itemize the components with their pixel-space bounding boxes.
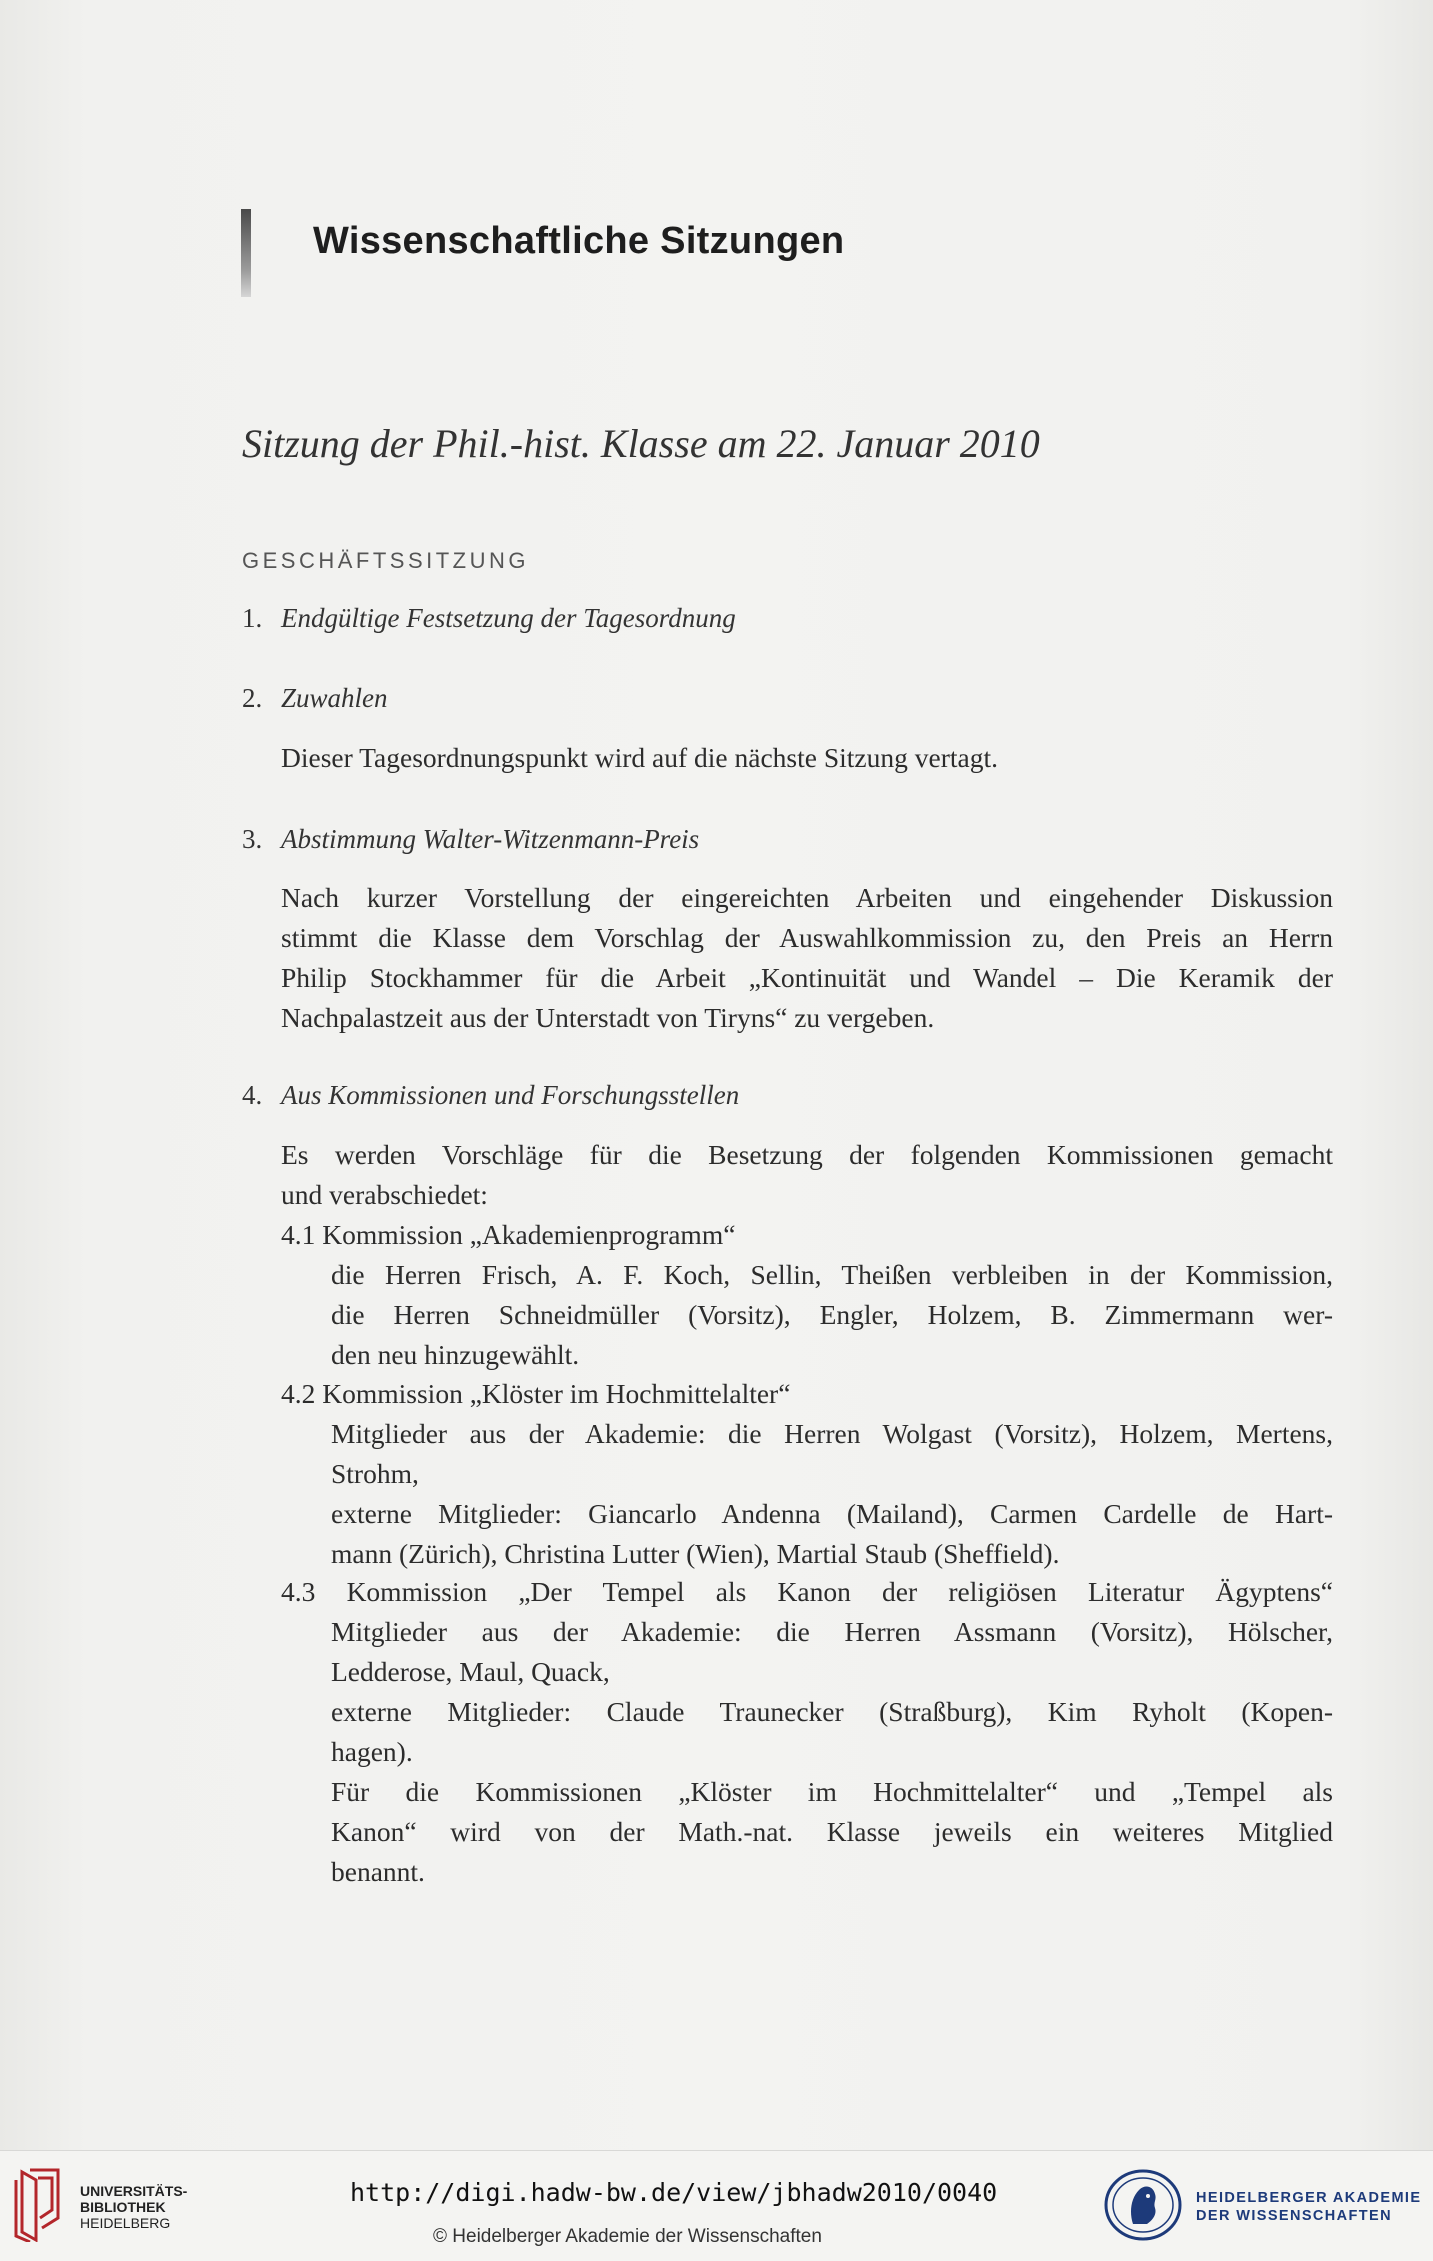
item-number: 2. (242, 683, 263, 713)
text-line: Nach kurzer Vorstellung der eingereichten Arbeiten und eingehender Diskussion (281, 882, 1333, 913)
section-title: Wissenschaftliche Sitzungen (313, 220, 845, 262)
subitem-text (331, 1414, 1333, 1574)
text-line: und verabschiedet: (281, 1179, 488, 1210)
text-line: Mitglieder aus der Akademie: die Herren Wolgast (Vorsitz), Holzem, Mertens, (331, 1418, 1333, 1449)
business-heading: GESCHÄFTSSITZUNG (242, 548, 530, 573)
academy-name (1196, 2189, 1421, 2225)
ub-heidelberg-logo-icon[interactable] (12, 2166, 70, 2242)
library-line: HEIDELBERG (80, 2215, 171, 2231)
text-line: Nachpalastzeit aus der Unterstadt von Tiryns“ zu vergeben. (281, 1002, 935, 1033)
library-line: BIBLIOTHEK (80, 2199, 166, 2215)
item-number: 3. (242, 824, 263, 854)
item-text (281, 1135, 1333, 1215)
text-line: mann (Zürich), Christina Lutter (Wien), Martial Staub (Sheffield). (331, 1538, 1060, 1569)
item-text (281, 738, 1333, 778)
item-title: Endgültige Festsetzung der Tagesordnung (281, 603, 736, 633)
subitem-heading: 4.3 Kommission „Der Tempel als Kanon der religiösen Literatur Ägyptens“ (281, 1576, 1333, 1607)
text-line: Dieser Tagesordnungspunkt wird auf die nächste Sitzung vertagt. (281, 742, 998, 773)
text-line: externe Mitglieder: Claude Traunecker (Straßburg), Kim Ryholt (Kopen- (331, 1696, 1333, 1727)
section-marker-bar (241, 209, 251, 297)
text-line: Strohm, (331, 1458, 419, 1489)
item-number: 1. (242, 603, 263, 633)
library-name (80, 2183, 187, 2231)
text-line: den neu hinzugewählt. (331, 1339, 580, 1370)
text-line: Es werden Vorschläge für die Besetzung der folgenden Kommissionen gemacht (281, 1139, 1333, 1170)
copyright-notice: © Heidelberger Akademie der Wissenschaften (433, 2226, 822, 2247)
text-line: Für die Kommissionen „Klöster im Hochmittelalter“ und „Tempel als (331, 1776, 1333, 1807)
text-line: die Herren Frisch, A. F. Koch, Sellin, Theißen verbleiben in der Kommission, (331, 1259, 1333, 1290)
text-line: die Herren Schneidmüller (Vorsitz), Engler, Holzem, B. Zimmermann wer- (331, 1299, 1333, 1330)
item-text (281, 878, 1333, 1038)
hadw-seal-icon[interactable] (1103, 2168, 1183, 2242)
item-title: Zuwahlen (281, 683, 388, 713)
subitem-heading: 4.2 Kommission „Klöster im Hochmittelalter“ (281, 1378, 791, 1409)
permalink-url[interactable]: http://digi.hadw-bw.de/view/jbhadw2010/0040 (350, 2178, 998, 2207)
text-line: externe Mitglieder: Giancarlo Andenna (Mailand), Carmen Cardelle de Hart- (331, 1498, 1333, 1529)
text-line: hagen). (331, 1736, 413, 1767)
subitem-text (331, 1255, 1333, 1375)
academy-line: HEIDELBERGER AKADEMIE (1196, 2190, 1422, 2206)
subitem-text (331, 1612, 1333, 1892)
text-line: Mitglieder aus der Akademie: die Herren Assmann (Vorsitz), Hölscher, (331, 1616, 1333, 1647)
item-title: Aus Kommissionen und Forschungsstellen (281, 1080, 740, 1110)
text-line: Ledderose, Maul, Quack, (331, 1656, 610, 1687)
subitem-heading: 4.1 Kommission „Akademienprogramm“ (281, 1219, 736, 1250)
library-line: UNIVERSITÄTS- (80, 2183, 188, 2199)
text-line: Philip Stockhammer für die Arbeit „Kontinuität und Wandel – Die Keramik der (281, 962, 1333, 993)
item-title: Abstimmung Walter-Witzenmann-Preis (281, 824, 700, 854)
item-number: 4. (242, 1080, 263, 1110)
session-title: Sitzung der Phil.-hist. Klasse am 22. Januar 2010 (242, 421, 1040, 466)
text-line: benannt. (331, 1856, 425, 1887)
academy-line: DER WISSENSCHAFTEN (1196, 2208, 1392, 2224)
text-line: Kanon“ wird von der Math.-nat. Klasse jeweils ein weiteres Mitglied (331, 1816, 1333, 1847)
text-line: stimmt die Klasse dem Vorschlag der Auswahlkommission zu, den Preis an Herrn (281, 922, 1333, 953)
